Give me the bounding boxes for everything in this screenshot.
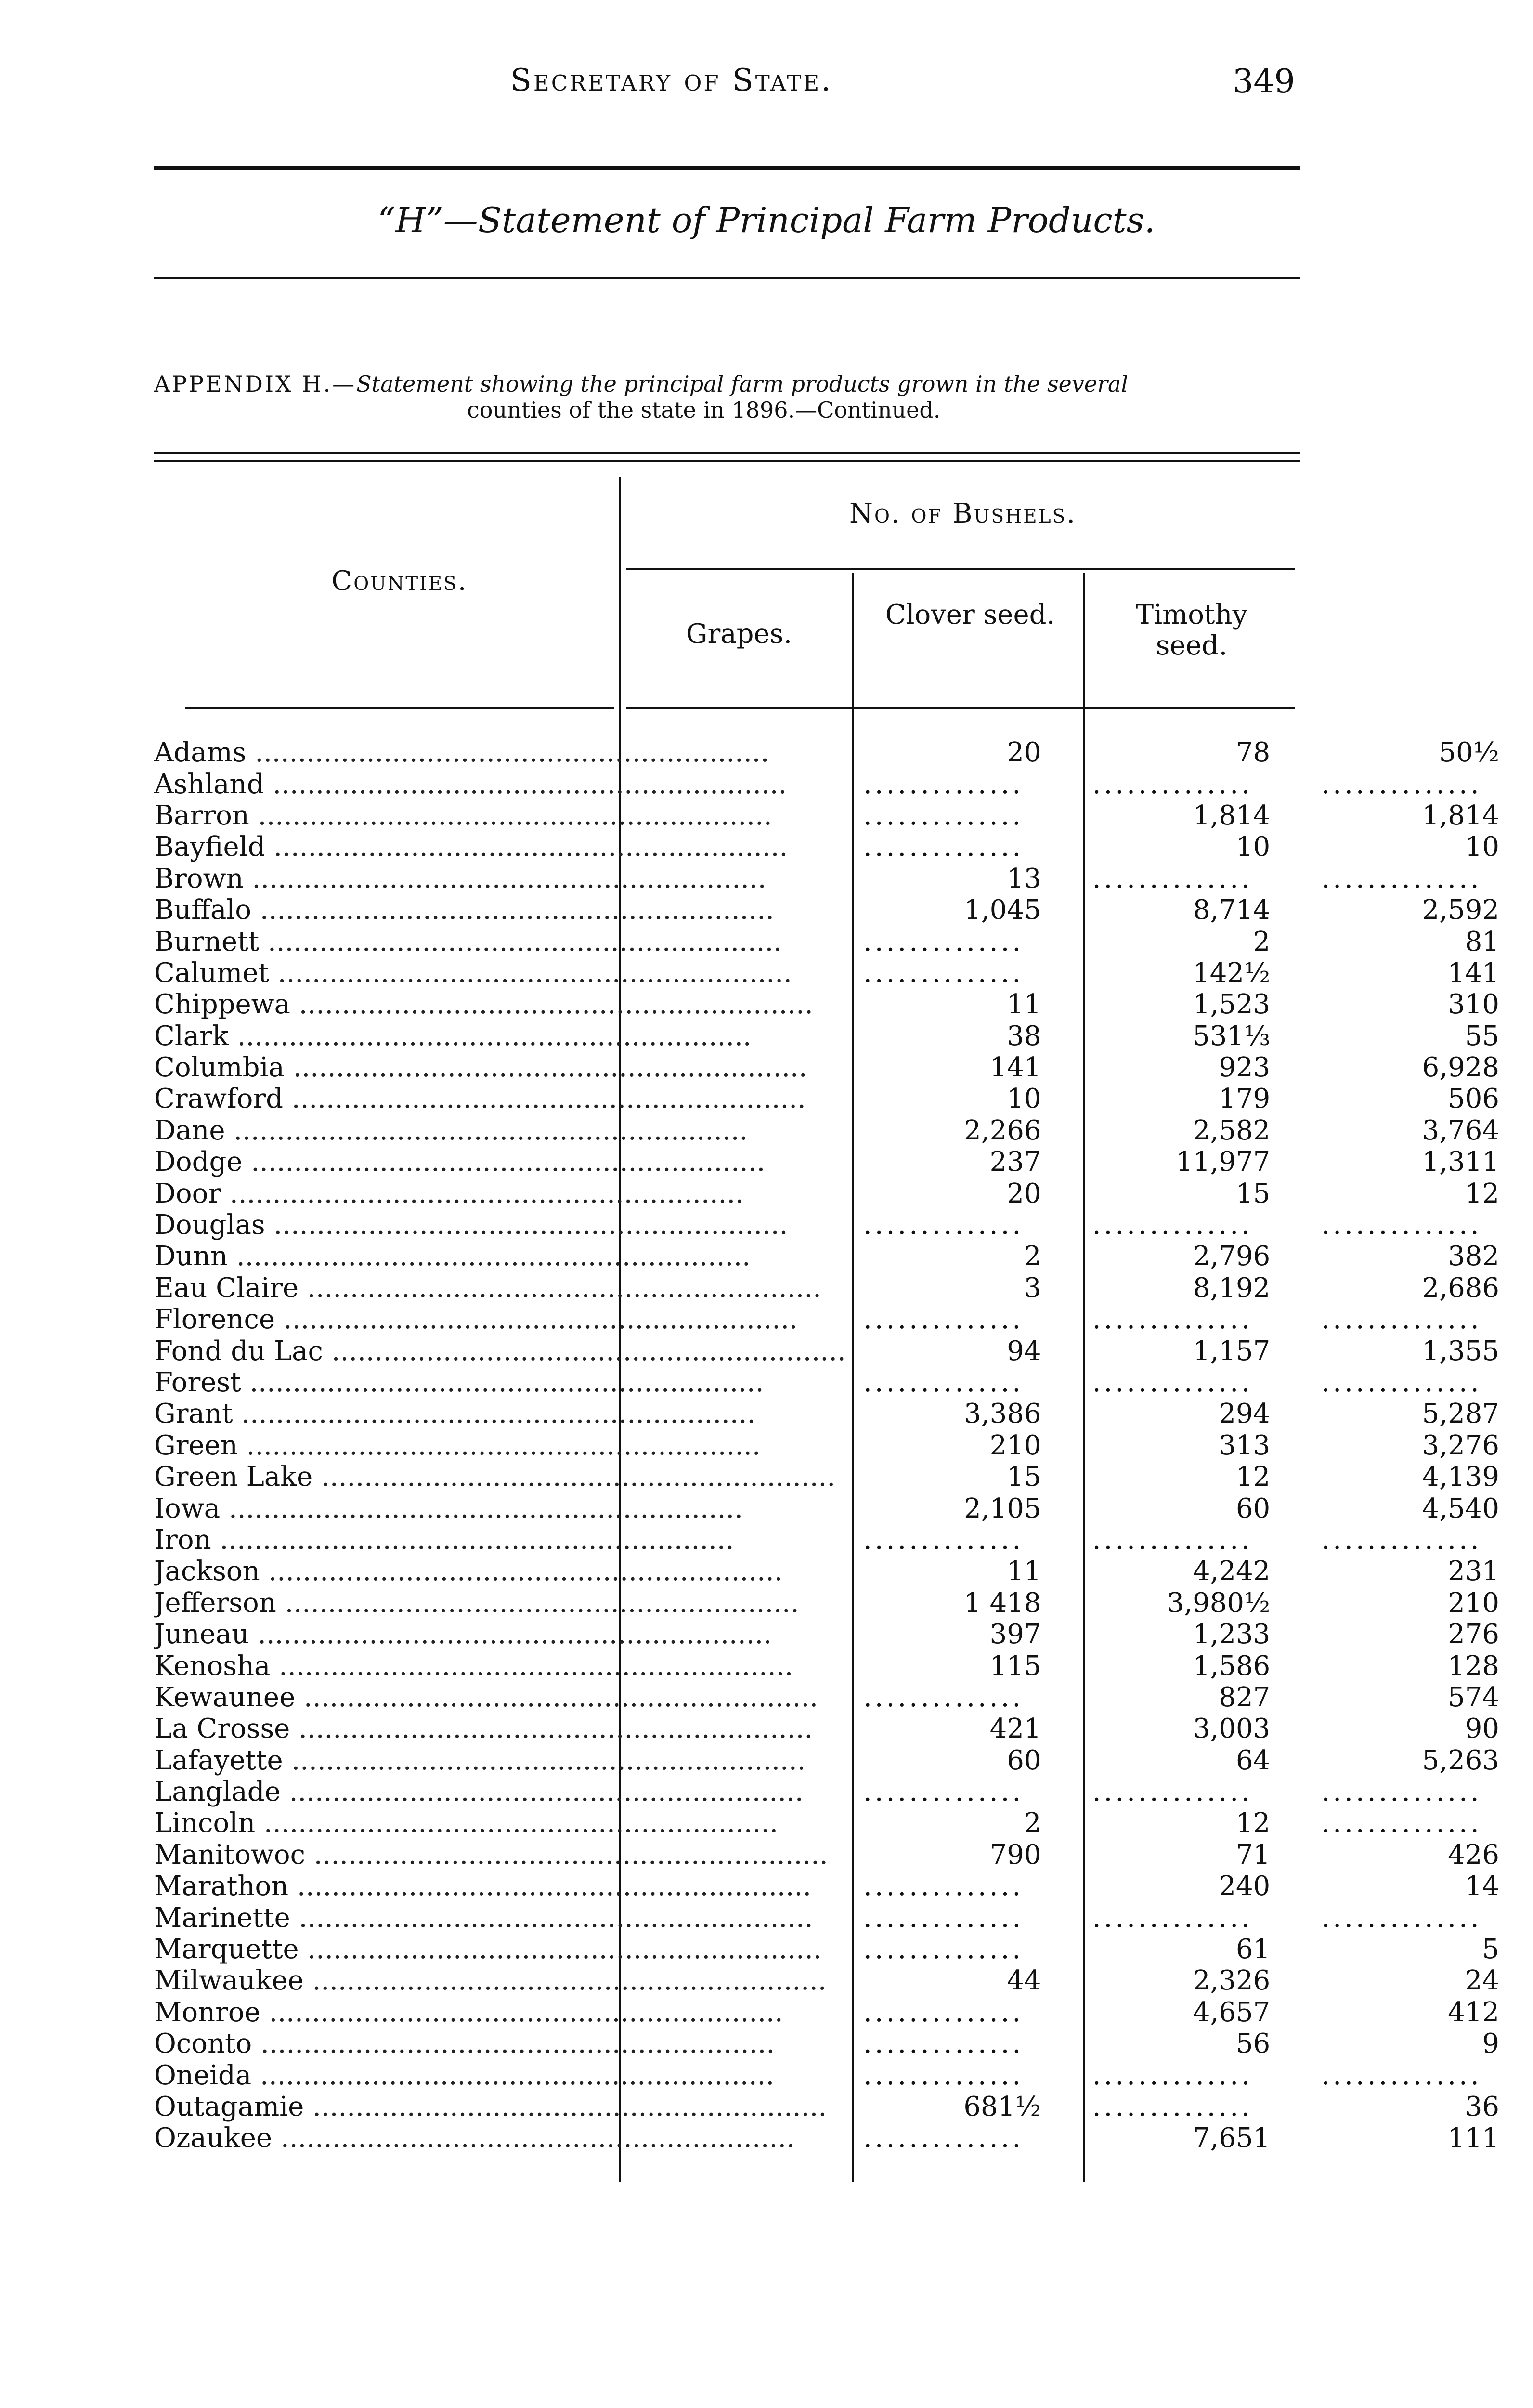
table-row [154, 1839, 1533, 1871]
dot-leader: ............................................................ [312, 1461, 836, 1493]
table-row [154, 2028, 1533, 2059]
dot-leader: ............................................................ [242, 1146, 766, 1178]
table-row [154, 1052, 1533, 1083]
heading-rule [154, 277, 1300, 279]
table-row [154, 1619, 1533, 1650]
subgroup-rule [626, 568, 1295, 570]
table-row [154, 1776, 1533, 1807]
clover-value: .............. [1092, 1304, 1253, 1335]
grapes-value: .............. [863, 2028, 1024, 2060]
timothy-value: 1,814 [1422, 799, 1499, 831]
table-row [154, 1713, 1533, 1744]
table-row [154, 1398, 1533, 1429]
clover-value: 61 [1235, 1934, 1271, 1965]
timothy-value: 4,139 [1422, 1461, 1499, 1493]
dot-leader: ............................................................ [228, 1020, 752, 1052]
clover-value: .............. [1092, 1209, 1253, 1241]
table-row [154, 737, 1533, 768]
timothy-value: 55 [1465, 1020, 1499, 1052]
county-name: Grant ............................................................ [154, 1398, 756, 1430]
timothy-value: 14 [1465, 1871, 1499, 1902]
county-name: Jefferson ............................................................ [154, 1587, 799, 1619]
counties-header: Counties. [331, 565, 468, 597]
timothy-value: 3,764 [1422, 1114, 1499, 1146]
clover-value: 1,586 [1193, 1650, 1271, 1682]
dot-leader: ............................................................ [251, 894, 774, 926]
county-name: Jackson ............................................................ [154, 1556, 783, 1587]
dot-leader: ............................................................ [305, 1839, 828, 1871]
table-row [154, 1524, 1533, 1556]
table-row [154, 1178, 1533, 1209]
timothy-value: 4,540 [1422, 1492, 1499, 1524]
clover-value: .............. [1092, 1776, 1253, 1808]
clover-value: 64 [1235, 1744, 1271, 1776]
dot-leader: ............................................................ [290, 989, 813, 1021]
grapes-value: .............. [863, 799, 1024, 831]
clover-value: 56 [1235, 2028, 1271, 2060]
table-row [154, 1021, 1533, 1052]
county-name: Dodge ............................................................ [154, 1146, 766, 1178]
clover-value: 7,651 [1193, 2122, 1271, 2154]
timothy-value: .............. [1321, 1902, 1482, 1934]
clover-value: 4,657 [1193, 1996, 1271, 2028]
grapes-value: .............. [863, 1304, 1024, 1335]
table-row [154, 863, 1533, 894]
timothy-value: 1,311 [1422, 1146, 1499, 1178]
county-name: Outagamie ............................................................ [154, 2091, 827, 2122]
timothy-value: 210 [1448, 1587, 1499, 1619]
county-name: Kewaunee ............................................................ [154, 1681, 818, 1713]
county-name: Monroe ............................................................ [154, 1996, 783, 2028]
farm-products-table [154, 737, 1533, 2154]
table-row [154, 1367, 1533, 1398]
grapes-value: .............. [863, 1209, 1024, 1241]
timothy-value: 426 [1448, 1839, 1499, 1871]
timothy-value: 2,592 [1422, 894, 1499, 926]
clover-value: 71 [1235, 1839, 1271, 1871]
table-row [154, 768, 1533, 799]
county-name: Burnett ............................................................ [154, 926, 782, 957]
dot-leader: ............................................................ [280, 1776, 804, 1808]
grapes-value: .............. [863, 2059, 1024, 2091]
clover-value: 313 [1219, 1429, 1271, 1461]
county-name: Oneida ............................................................ [154, 2059, 775, 2091]
table-row [154, 2091, 1533, 2122]
county-name: Green ............................................................ [154, 1429, 761, 1461]
county-name: Lafayette ............................................................ [154, 1744, 806, 1776]
county-name: Green Lake ............................................................ [154, 1461, 836, 1493]
clover-value: 10 [1235, 831, 1271, 863]
table-row [154, 1272, 1533, 1304]
table-row [154, 1682, 1533, 1713]
grapes-value: 2,105 [964, 1492, 1041, 1524]
dot-leader: ............................................................ [270, 1650, 793, 1682]
table-row [154, 1965, 1533, 1996]
clover-value: 12 [1235, 1807, 1271, 1839]
timothy-value: 3,276 [1422, 1429, 1499, 1461]
clover-value: 8,192 [1193, 1272, 1271, 1304]
dot-leader: ............................................................ [243, 863, 766, 894]
table-row [154, 1146, 1533, 1178]
county-name: Marinette ............................................................ [154, 1902, 813, 1934]
group-header: No. of Bushels. [849, 498, 1077, 529]
column-header-timothy: Timothy seed. [1135, 599, 1248, 661]
county-name: Marquette ............................................................ [154, 1934, 822, 1965]
clover-value: 78 [1235, 737, 1271, 769]
dot-leader: ............................................................ [274, 1304, 798, 1335]
grapes-value: 397 [989, 1619, 1041, 1650]
grapes-value: 2 [1024, 1241, 1041, 1272]
grapes-value: 790 [989, 1839, 1041, 1871]
timothy-value: 12 [1465, 1178, 1499, 1209]
clover-value: .............. [1092, 1367, 1253, 1398]
clover-value: 294 [1219, 1398, 1271, 1430]
county-name: Fond du Lac ............................................................ [154, 1335, 846, 1367]
grapes-value: 2,266 [964, 1114, 1041, 1146]
grapes-value: 141 [989, 1052, 1041, 1084]
timothy-value: .............. [1321, 2059, 1482, 2091]
table-row [154, 1461, 1533, 1492]
timothy-value: .............. [1321, 1304, 1482, 1335]
dot-leader: ............................................................ [255, 1807, 779, 1839]
dot-leader: ............................................................ [288, 1871, 812, 1902]
grapes-value: 3,386 [964, 1398, 1041, 1430]
county-name: Chippewa ............................................................ [154, 989, 813, 1021]
grapes-value: 1,045 [964, 894, 1041, 926]
table-row [154, 800, 1533, 831]
section-heading: “H”—Statement of Principal Farm Products. [377, 200, 1156, 240]
caption-line1: Statement showing the principal farm products grown in the several [356, 371, 1129, 397]
county-name: Adams ............................................................ [154, 737, 769, 769]
table-row [154, 1997, 1533, 2028]
grapes-value: 20 [1007, 737, 1041, 769]
county-name: Buffalo ............................................................ [154, 894, 774, 926]
county-name: Juneau ............................................................ [154, 1619, 772, 1650]
caption-line2: counties of the state in 1896.—Continued. [467, 397, 941, 423]
county-name: Marathon ............................................................ [154, 1871, 812, 1902]
timothy-value: 111 [1448, 2122, 1499, 2154]
clover-value: .............. [1092, 1524, 1253, 1556]
dot-leader: ............................................................ [323, 1335, 846, 1367]
county-name: Barron ............................................................ [154, 799, 772, 831]
grapes-value: 11 [1007, 989, 1041, 1021]
table-row [154, 1492, 1533, 1524]
grapes-value: .............. [863, 768, 1024, 800]
grapes-value: 60 [1007, 1744, 1041, 1776]
table-row [154, 1650, 1533, 1681]
county-name: Ozaukee ............................................................ [154, 2122, 795, 2154]
clover-value: .............. [1092, 863, 1253, 894]
clover-value: 8,714 [1193, 894, 1271, 926]
table-row [154, 2122, 1533, 2154]
county-name: Eau Claire ............................................................ [154, 1272, 821, 1304]
clover-value: 12 [1235, 1461, 1271, 1493]
column-header-grapes: Grapes. [686, 618, 792, 650]
clover-value: 2,582 [1193, 1114, 1271, 1146]
table-row [154, 989, 1533, 1020]
county-name: La Crosse ............................................................ [154, 1713, 813, 1745]
clover-value: 2 [1253, 926, 1271, 957]
column-header-clover: Clover seed. [885, 599, 1055, 630]
clover-value: 179 [1219, 1083, 1271, 1115]
dot-leader: ............................................................ [283, 1083, 806, 1115]
table-row [154, 1083, 1533, 1114]
clover-value: 240 [1219, 1871, 1271, 1902]
dot-leader: ............................................................ [241, 1367, 764, 1398]
table-row [154, 1115, 1533, 1146]
table-row [154, 1241, 1533, 1272]
county-name: Kenosha ............................................................ [154, 1650, 793, 1682]
dot-leader: ............................................................ [276, 1587, 799, 1619]
grapes-value: 237 [989, 1146, 1041, 1178]
dot-leader: ............................................................ [264, 768, 787, 800]
timothy-value: .............. [1321, 768, 1482, 800]
timothy-value: 231 [1448, 1556, 1499, 1587]
timothy-value: .............. [1321, 1209, 1482, 1241]
clover-value: .............. [1092, 768, 1253, 800]
dot-leader: ............................................................ [249, 799, 772, 831]
header-bottom-rule-left [185, 707, 614, 709]
table-row [154, 1430, 1533, 1461]
table-row [154, 1556, 1533, 1587]
clover-value: 531⅓ [1193, 1020, 1271, 1052]
dot-leader: ............................................................ [283, 1744, 806, 1776]
dot-leader: ............................................................ [299, 1934, 822, 1965]
clover-value: 15 [1235, 1178, 1271, 1209]
clover-value: 1,233 [1193, 1619, 1271, 1650]
timothy-value: 574 [1448, 1681, 1499, 1713]
clover-value: 827 [1219, 1681, 1271, 1713]
county-name: Oconto ............................................................ [154, 2028, 775, 2060]
county-name: Columbia ............................................................ [154, 1052, 807, 1084]
grapes-value: .............. [863, 1996, 1024, 2028]
table-row [154, 1934, 1533, 1965]
dot-leader: ............................................................ [225, 1114, 748, 1146]
county-name: Dane ............................................................ [154, 1114, 748, 1146]
timothy-value: 50½ [1439, 737, 1499, 769]
dot-leader: ............................................................ [299, 1272, 821, 1304]
timothy-value: 5,263 [1422, 1744, 1499, 1776]
grapes-value: .............. [863, 1367, 1024, 1398]
dot-leader: ............................................................ [290, 1902, 813, 1934]
county-name: Bayfield ............................................................ [154, 831, 788, 863]
timothy-value: 24 [1465, 1965, 1499, 1997]
grapes-value: 94 [1007, 1335, 1041, 1367]
caption-lead: APPENDIX H.— [154, 371, 357, 397]
table-row [154, 1587, 1533, 1619]
dot-leader: ............................................................ [295, 1681, 818, 1713]
grapes-value: .............. [863, 1776, 1024, 1808]
grapes-value: 10 [1007, 1083, 1041, 1115]
page-number: 349 [1233, 63, 1295, 101]
table-row [154, 2059, 1533, 2091]
timothy-value: .............. [1321, 1367, 1482, 1398]
table-row [154, 1745, 1533, 1776]
dot-leader: ............................................................ [290, 1713, 813, 1745]
county-name: Douglas ............................................................ [154, 1209, 788, 1241]
grapes-value: 1 418 [964, 1587, 1041, 1619]
grapes-value: 44 [1007, 1965, 1041, 1997]
top-rule [154, 166, 1300, 170]
table-row [154, 1335, 1533, 1366]
table-row [154, 926, 1533, 957]
timothy-value: 36 [1465, 2091, 1499, 2122]
grapes-value: 115 [989, 1650, 1041, 1682]
table-caption [154, 371, 1310, 423]
clover-value: 1,157 [1193, 1335, 1271, 1367]
timothy-value: 382 [1448, 1241, 1499, 1272]
county-name: Dunn ............................................................ [154, 1241, 751, 1272]
table-row [154, 831, 1533, 863]
timothy-value: 90 [1465, 1713, 1499, 1745]
grapes-value: .............. [863, 926, 1024, 957]
clover-value: 1,523 [1193, 989, 1271, 1021]
clover-value: 11,977 [1176, 1146, 1271, 1178]
clover-value: .............. [1092, 2091, 1253, 2122]
grapes-value: .............. [863, 831, 1024, 863]
county-name: Manitowoc ............................................................ [154, 1839, 828, 1871]
grapes-value: .............. [863, 957, 1024, 989]
grapes-value: .............. [863, 1681, 1024, 1713]
county-name: Brown ............................................................ [154, 863, 766, 894]
county-name: Lincoln ............................................................ [154, 1807, 779, 1839]
dot-leader: ............................................................ [220, 1492, 743, 1524]
caption-double-rule-2 [154, 460, 1300, 462]
grapes-value: 3 [1024, 1272, 1041, 1304]
dot-leader: ............................................................ [228, 1241, 751, 1272]
county-name: Crawford ............................................................ [154, 1083, 806, 1115]
grapes-value: .............. [863, 2122, 1024, 2154]
grapes-value: 11 [1007, 1556, 1041, 1587]
table-row [154, 1871, 1533, 1902]
clover-value: 3,980½ [1167, 1587, 1271, 1619]
header-bottom-rule-right [626, 707, 1295, 709]
clover-value: .............. [1092, 1902, 1253, 1934]
dot-leader: ............................................................ [284, 1052, 807, 1084]
grapes-value: 421 [989, 1713, 1041, 1745]
dot-leader: ............................................................ [260, 1556, 783, 1587]
table-row [154, 1209, 1533, 1241]
clover-value: .............. [1092, 2059, 1253, 2091]
table-row [154, 1304, 1533, 1335]
timothy-value: 6,928 [1422, 1052, 1499, 1084]
county-name: Langlade ............................................................ [154, 1776, 804, 1808]
clover-value: 142½ [1193, 957, 1271, 989]
grapes-value: 38 [1007, 1020, 1041, 1052]
timothy-value: .............. [1321, 863, 1482, 894]
grapes-value: .............. [863, 1871, 1024, 1902]
clover-value: 923 [1219, 1052, 1271, 1084]
timothy-value: 128 [1448, 1650, 1499, 1682]
dot-leader: ............................................................ [251, 2059, 775, 2091]
table-row [154, 957, 1533, 989]
county-name: Clark ............................................................ [154, 1020, 752, 1052]
timothy-value: 5,287 [1422, 1398, 1499, 1430]
county-name: Ashland ............................................................ [154, 768, 787, 800]
timothy-value: 141 [1448, 957, 1499, 989]
clover-value: 1,814 [1193, 799, 1271, 831]
county-name: Milwaukee ............................................................ [154, 1965, 827, 1997]
dot-leader: ............................................................ [265, 831, 788, 863]
dot-leader: ............................................................ [272, 2122, 795, 2154]
timothy-value: 276 [1448, 1619, 1499, 1650]
clover-value: 60 [1235, 1492, 1271, 1524]
timothy-value: 506 [1448, 1083, 1499, 1115]
county-name: Calumet ............................................................ [154, 957, 792, 989]
running-head [0, 63, 1533, 120]
grapes-value: 20 [1007, 1178, 1041, 1209]
table-body [154, 737, 1533, 2154]
timothy-value: 1,355 [1422, 1335, 1499, 1367]
timothy-value: .............. [1321, 1524, 1482, 1556]
timothy-value: 9 [1482, 2028, 1499, 2060]
running-title: Secretary of State. [510, 63, 833, 98]
dot-leader: ............................................................ [265, 1209, 788, 1241]
dot-leader: ............................................................ [260, 1996, 783, 2028]
clover-value: 2,796 [1193, 1241, 1271, 1272]
timothy-value: .............. [1321, 1776, 1482, 1808]
table-row [154, 1807, 1533, 1839]
timothy-value: 412 [1448, 1996, 1499, 2028]
dot-leader: ............................................................ [249, 1619, 772, 1650]
dot-leader: ............................................................ [211, 1524, 734, 1556]
grapes-value: .............. [863, 1524, 1024, 1556]
timothy-value: .............. [1321, 1807, 1482, 1839]
county-name: Forest ............................................................ [154, 1367, 764, 1398]
county-name: Iron ............................................................ [154, 1524, 734, 1556]
grapes-value: 15 [1007, 1461, 1041, 1493]
dot-leader: ............................................................ [246, 737, 769, 769]
dot-leader: ............................................................ [259, 926, 782, 957]
timothy-value: 81 [1465, 926, 1499, 957]
caption-double-rule-1 [154, 452, 1300, 454]
grapes-value: 2 [1024, 1807, 1041, 1839]
dot-leader: ............................................................ [233, 1398, 756, 1430]
table-row [154, 1902, 1533, 1933]
table-row [154, 894, 1533, 926]
dot-leader: ............................................................ [252, 2028, 775, 2060]
grapes-value: .............. [863, 1902, 1024, 1934]
county-name: Florence ............................................................ [154, 1304, 798, 1335]
dot-leader: ............................................................ [303, 1965, 827, 1997]
grapes-value: 210 [989, 1429, 1041, 1461]
grapes-value: 681½ [963, 2091, 1041, 2122]
clover-value: 2,326 [1193, 1965, 1271, 1997]
clover-value: 4,242 [1193, 1556, 1271, 1587]
grapes-value: 13 [1007, 863, 1041, 894]
timothy-value: 2,686 [1422, 1272, 1499, 1304]
timothy-value: 5 [1482, 1934, 1499, 1965]
county-name: Door ............................................................ [154, 1178, 744, 1209]
dot-leader: ............................................................ [221, 1178, 744, 1209]
county-name: Iowa ............................................................ [154, 1492, 743, 1524]
timothy-value: 310 [1448, 989, 1499, 1021]
dot-leader: ............................................................ [304, 2091, 827, 2122]
dot-leader: ............................................................ [269, 957, 792, 989]
grapes-value: .............. [863, 1934, 1024, 1965]
timothy-value: 10 [1465, 831, 1499, 863]
dot-leader: ............................................................ [237, 1429, 761, 1461]
clover-value: 3,003 [1193, 1713, 1271, 1745]
